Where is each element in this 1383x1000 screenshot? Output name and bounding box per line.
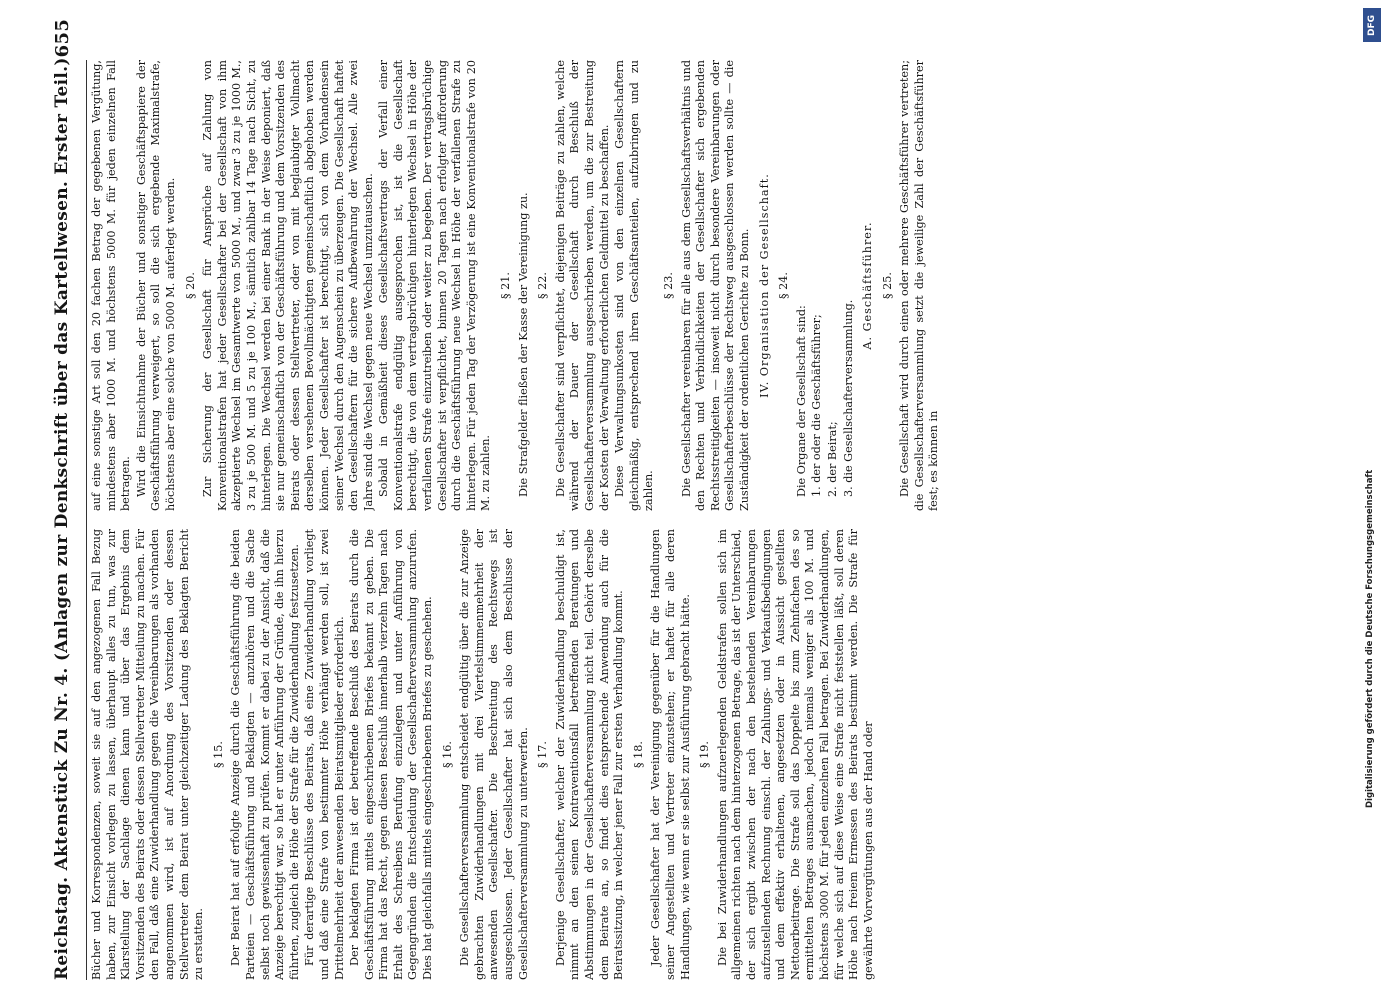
paragraph: Jeder Gesellschafter hat der Vereinigung gegenüber für die Handlungen seiner Angestellten und Vertreter einzustehen; er haftet für alle deren Handlungen, wie wenn er sie selbst zur Ausführung gebracht hätte. [649,529,692,980]
paragraph: Der Beirat hat auf erfolgte Anzeige durch die Geschäftsführung die beiden Parteien — Geschäftsführung und Beklagten — anzuhören und die Sache selbst noch gewissenhaft zu prüfen. Kommt er dabei zu der Ansicht, daß die Anzeige berechtigt war, so hat er unter Anführung der Gründe, die ihn hierzu führten, zugleich die Höhe der Strafe für die Zuwiderhandlung festzusetzen. [229,529,301,980]
paragraph: Derjenige Gesellschafter, welcher der Zuwiderhandlung beschuldigt ist, nimmt an den seinen Kontraventionsfall betreffenden Beratungen und Abstimmungen in der Gesellschafterversammlung nicht teil. Gehört derselbe dem Beirate an, so findet dies entsprechende Anwendung auch für die Beiratssitzung, in welcher jener Fall zur ersten Verhandlung kommt. [553,529,626,980]
list-item: 2. der Beirat; [825,421,839,497]
paragraph: Die bei Zuwiderhandlungen aufzuerlegenden Geldstrafen sollen sich im allgemeinen richten nach dem hinterzogenen Betrage, das ist der Unterschied, der sich ergibt zwischen der nach den bestehenden Vereinbarungen aufzustellenden Rechnung einschl. der Zahlungs- und Verkaufsbedingungen und dem effektiv erhaltenen, angesetzten oder in Aussicht gestellten Nettoarbeitrage. Die Strafe soll das Doppelte bis zum Zehnfachen des so ermittelten Betrages ausmachen, jedoch niemals weniger als 100 M. und höchstens 3000 M. für jeden einzelnen Fall betragen. Bei Zuwiderhandlungen, für welche sich auf diese Weise eine Strafe nicht feststellen läßt, soll deren Höhe nach freiem Ermessen des Beirats bestimmt werden. Die Strafe für gewährte Vorvergütungen aus der Hand oder [715,529,875,980]
section-heading: § 18. [631,741,645,768]
paragraph: Bücher und Korrespondenzen, soweit sie auf den angezogenen Fall Bezug haben, zur Einsicht vorlegen zu lassen, überhaupt alles zu tun, was zur Klarstellung der Sachlage dienen kann und über das Ergebnis dem Vorsitzenden des Beirats oder dessen Stellvertreter Mitteilung zu machen. Für den Fall, daß eine Zuwiderhandlung gegen die Vereinbarungen als vorhanden angenommen wird, ist auf Anordnung des Vorsitzenden oder dessen Stellvertreter dem Beirat unter gleichzeitiger Ladung des Beklagten Bericht zu erstatten. [90,529,206,980]
list-item: 3. die Gesellschafterversammlung. [841,299,855,497]
paragraph: auf eine sonstige Art soll den 20 fachen Betrag der gegebenen Vergütung, mindestens aber 1000 M. und höchstens 5000 M. für jeden einzelnen Fall betragen. [90,60,133,511]
paragraph: Die Gesellschafterversammlung entscheidet endgültig über die zur Anzeige gebrachten Zuwiderhandlungen mit drei Viertelstimmenmehrheit der anwesenden Gesellschafter. Die Beschreitung des Rechtswegs ist ausgeschlossen. Jeder Gesellschafter hat sich also dem Beschlusse der Gesellschafterversammlung zu unterwerfen. [458,529,530,980]
paragraph: Diese Verwaltungsunkosten sind von den einzelnen Gesellschaftern gleichmäßig, entsprechend ihren Geschäftsanteilen, aufzubringen und zu zahlen. [613,60,656,511]
page-number: 655 [51,18,73,58]
paragraph: Zur Sicherung der Gesellschaft für Ansprüche auf Zahlung von Konventionalstrafen hat jeder Gesellschafter bei der Gesellschaft von ihm akzeptierte Wechsel im Gesamtwerte von 5000 M., und zwar 3 zu je 1000 M., 3 zu je 500 M. und 5 zu je 100 M., sämtlich zahlbar 14 Tage nach Sicht, zu hinterlegen. Die Wechsel werden bei einer Bank in der Weise deponiert, daß sie nur gemeinschaftlich von der Geschäftsführung und dem Vorsitzenden des Beirats oder dessen Stellvertreter, oder von mit beglaubigter Vollmacht derselben versehenen Bevollmächtigten gemeinschaftlich abgehoben werden können. Jeder Gesellschafter ist berechtigt, sich von dem Vorhandensein seiner Wechsel durch den Augenschein zu überzeugen. Die Gesellschaft haftet den Gesellschaftern für die sichere Aufbewahrung der Wechsel. Alle zwei Jahre sind die Wechsel gegen neue Wechsel umzutauschen. [201,60,375,511]
text-columns [90,60,1300,980]
section-heading: § 22. [536,272,550,299]
paragraph: Die Organe der Gesellschaft sind: [794,305,808,497]
paragraph: Die Gesellschafter vereinbaren für alle aus dem Gesellschaftsverhältnis und den Rechten und Verbindlichkeiten der Gesellschafter sich ergebenden Rechtsstreitigkeiten — insoweit nicht durch besondere Vereinbarungen oder Gesellschafterbeschlüsse der Rechtsweg ausgeschlossen werden sollte — die Zuständigkeit der ordentlichen Gerichte zu Bonn. [679,60,751,511]
section-heading: § 21. [499,272,513,299]
chapter-heading: IV. Organisation der Gesellschaft. [757,173,771,398]
paragraph: Für derartige Beschlüsse des Beirats, daß eine Zuwiderhandlung vorliegt und daß eine Strafe von bestimmter Höhe verhängt werden soll, ist zwei Drittelmehrheit der anwesenden Beiratsmitglieder erforderlich. [303,529,346,980]
section-heading: § 15. [211,741,225,768]
paragraph: Die Gesellschaft wird durch einen oder mehrere Geschäftsführer vertreten; die Gesellschafterversammlung setzt die jeweilige Zahl der Geschäftsführer fest; es können in [898,60,941,511]
section-heading: § 23. [661,272,675,299]
section-heading: § 20. [183,272,197,299]
section-heading: § 16. [440,741,454,768]
header-title: Reichstag. Aktenstück Zu Nr. 4. (Anlagen zur Denkschrift über das Kartellwesen. Erster Teil.) [52,57,72,980]
paragraph: Wird die Einsichtnahme der Bücher und sonstiger Geschäftspapiere der Geschäftsführung verweigert, so soll die sich ergebende Maximalstrafe, höchstens aber eine solche von 5000 M. auferlegt werden. [134,60,177,511]
section-heading: § 19. [698,741,712,768]
dfg-logo: DFG [1363,8,1381,42]
left-column [90,529,1300,980]
scanned-page [40,18,1310,980]
right-column [90,60,1300,511]
paragraph: Die Strafgelder fließen der Kasse der Vereinigung zu. [516,192,530,497]
paragraph: Sobald in Gemäßheit dieses Gesellschaftsvertrags der Verfall einer Konventionalstrafe endgültig ausgesprochen ist, ist die Gesellschaft berechtigt, die von dem vertragsbrüchigen hinterlegten Wechsel in Höhe der verfallenen Strafe einzutreiben oder weiter zu begeben. Der vertragsbrüchige Gesellschafter ist verpflichtet, binnen 20 Tagen nach erfolgter Aufforderung durch die Geschäftsführung neue Wechsel in Höhe der verfallenen Strafe zu hinterlegen. Für jeden Tag der Verzögerung ist eine Konventionalstrafe von 20 M. zu zahlen. [377,60,493,511]
chapter-heading: A. Geschäftsführer. [861,221,875,350]
section-heading: § 24. [777,272,791,299]
digitization-credit: Digitalisierung gefördert durch die Deutsche Forschungsgemeinschaft [1365,469,1375,808]
section-heading: § 17. [536,741,550,768]
list-item: 1. der oder die Geschäftsführer; [810,314,824,497]
paragraph: Die Gesellschafter sind verpflichtet, diejenigen Beiträge zu zahlen, welche während der Dauer der Gesellschaft durch Beschluß der Gesellschafterversammlung ausgeschrieben werden, um die zur Bestreitung der Kosten der Verwaltung erforderlichen Geldmittel zu beschaffen. [553,60,611,511]
header-rule [86,60,87,980]
rotated-page-content [40,18,1310,980]
section-heading: § 25. [880,272,894,299]
running-header [40,18,84,980]
paragraph: Der beklagten Firma ist der betreffende Beschluß des Beirats durch die Geschäftsführung mittels eingeschriebenen Briefes bekannt zu geben. Die Firma hat das Recht, gegen diesen Beschluß innerhalb vierzehn Tagen nach Erhalt des Schreibens Berufung einzulegen und unter Anführung von Gegengründen die Entscheidung der Gesellschafterversammlung anzurufen. Dies hat gleichfalls mittels eingeschriebenen Briefes zu geschehen. [348,529,435,980]
